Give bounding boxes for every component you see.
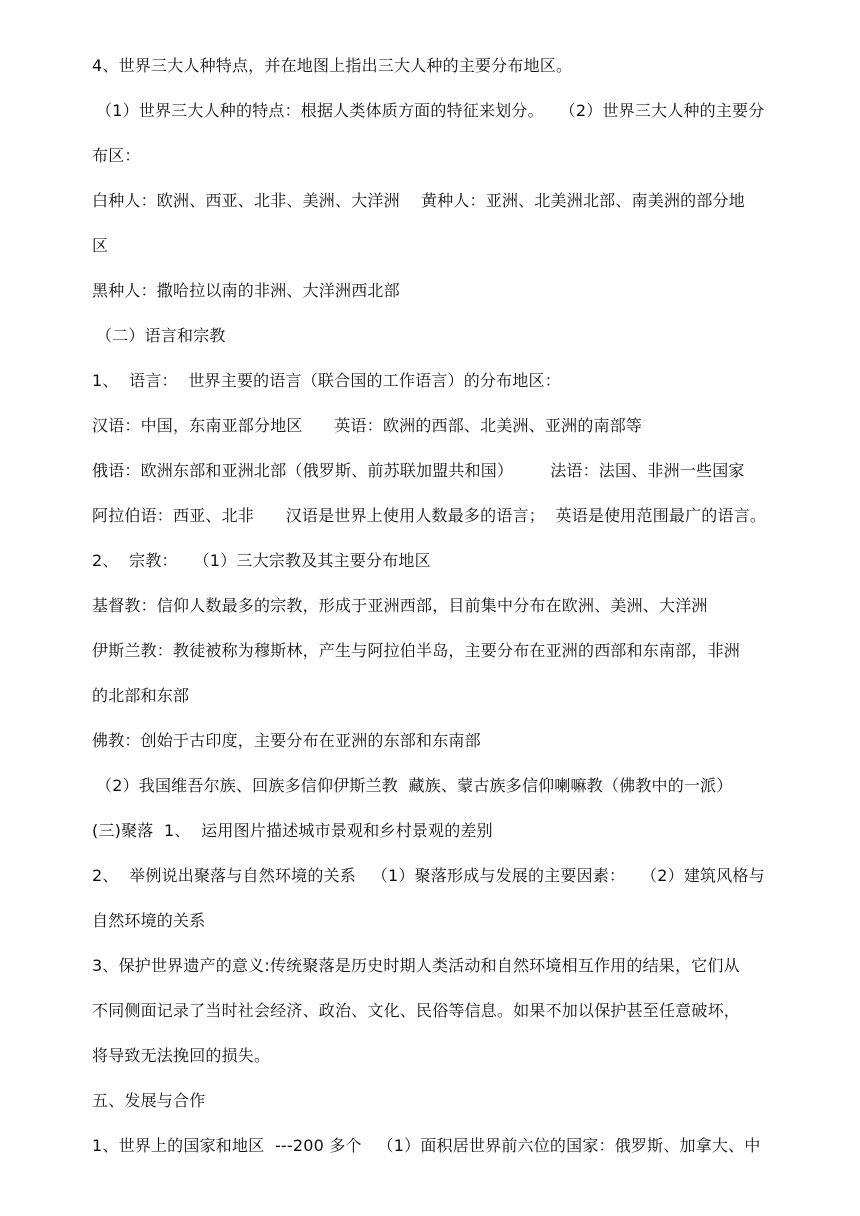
text-line: （1）世界三大人种的特点：根据人类体质方面的特征来划分。 （2）世界三大人种的主要分 [96,101,765,120]
text-line: 伊斯兰教：教徒被称为穆斯林，产生与阿拉伯半岛，主要分布在亚洲的西部和东南部，非洲 [92,641,741,660]
text-line: 基督教：信仰人数最多的宗教，形成于亚洲西部，目前集中分布在欧洲、美洲、大洋洲 [92,596,708,615]
text-line: （2）我国维吾尔族、回族多信仰伊斯兰教 藏族、蒙古族多信仰喇嘛教（佛教中的一派） [96,776,733,795]
section-heading: （二）语言和宗教 [96,326,226,345]
text-line: 俄语：欧洲东部和亚洲北部（俄罗斯、前苏联加盟共和国） 法语：法国、非洲一些国家 [92,461,745,480]
text-line: 自然环境的关系 [92,911,206,930]
text-line: 佛教：创始于古印度，主要分布在亚洲的东部和东南部 [92,731,481,750]
text-line: 区 [92,236,109,255]
text-line: 3、保护世界遗产的意义:传统聚落是历史时期人类活动和自然环境相互作用的结果，它们从 [92,956,740,975]
text-line: 布区： [92,146,141,165]
text-line: 4、世界三大人种特点，并在地图上指出三大人种的主要分布地区。 [92,56,573,75]
section-heading: (三)聚落 1、 运用图片描述城市景观和乡村景观的差别 [92,821,493,840]
text-line: 2、 宗教： （1）三大宗教及其主要分布地区 [92,551,431,570]
text-line: 1、 语言： 世界主要的语言（联合国的工作语言）的分布地区： [92,371,561,390]
section-heading: 五、发展与合作 [92,1091,206,1110]
text-line: 将导致无法挽回的损失。 [92,1046,271,1065]
text-line: 不同侧面记录了当时社会经济、政治、文化、民俗等信息。如果不加以保护甚至任意破坏， [92,1001,741,1020]
text-line: 汉语：中国，东南亚部分地区 英语：欧洲的西部、北美洲、亚洲的南部等 [92,416,643,435]
text-line: 白种人：欧洲、西亚、北非、美洲、大洋洲 黄种人：亚洲、北美洲北部、南美洲的部分地 [92,191,745,210]
text-line: 阿拉伯语：西亚、北非 汉语是世界上使用人数最多的语言； 英语是使用范围最广的语言。 [92,506,767,525]
text-line: 的北部和东部 [92,686,190,705]
text-line: 黑种人：撒哈拉以南的非洲、大洋洲西北部 [92,281,400,300]
text-line: 2、 举例说出聚落与自然环境的关系 （1）聚落形成与发展的主要因素： （2）建筑风格与 [92,866,765,885]
text-line: 1、世界上的国家和地区 ---200 多个 （1）面积居世界前六位的国家：俄罗斯、加拿大、中 [92,1136,761,1155]
